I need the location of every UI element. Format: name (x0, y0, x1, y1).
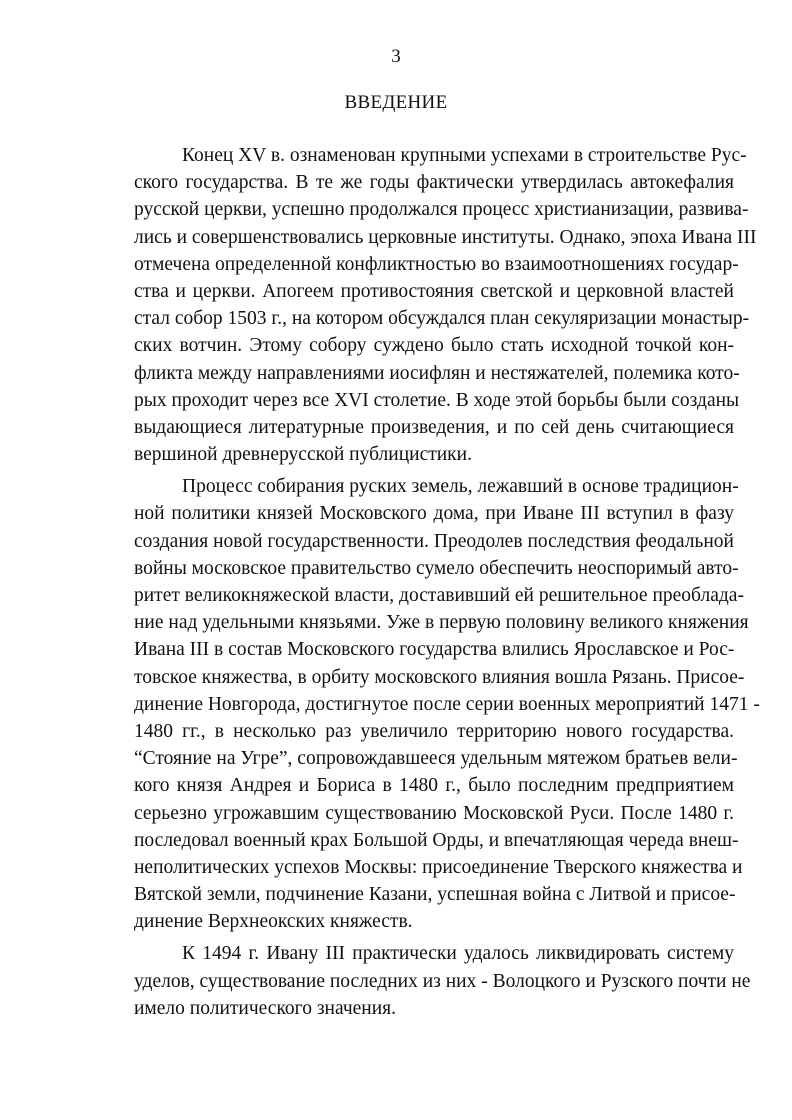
body-text (134, 142, 760, 1022)
paragraph-2 (134, 473, 760, 935)
text-line: динение Новгорода, достигнутое после серии военных мероприятий 1471 - (134, 693, 760, 715)
text-line: “Стояние на Угре”, сопровождавшееся удельным мятежом братьев вели- (134, 748, 738, 770)
text-line: ритет великокняжеской власти, доставивший ей решительное преоблада- (134, 585, 744, 606)
text-line: серьезно угрожавшим существованию Московской Руси. После 1480 г. (134, 802, 734, 824)
text-line: ства и церкви. Апогеем противостояния светской и церковной властей (134, 280, 734, 302)
page-number: 3 (391, 46, 401, 67)
text-line: создания новой государственности. Преодолев последствия феодальной (134, 530, 734, 552)
text-line: Ивана III в состав Московского государства влились Ярославское и Рос- (134, 639, 735, 661)
text-line: товское княжества, в орбиту московского влияния вошла Рязань. Присое- (134, 666, 745, 688)
text-line: ние над удельными князьями. Уже в первую половину великого княжения (134, 612, 749, 634)
text-line: уделов, существование последних из них - Волоцкого и Рузского почти не (134, 970, 751, 992)
text-line: имело политического значения. (134, 997, 397, 1019)
text-line: русской церкви, успешно продолжался процесс христианизации, развива- (134, 199, 749, 221)
text-line: рых проходит через все XVI столетие. В ходе этой борьбы были созданы (134, 389, 740, 411)
text-line: фликта между направлениями иосифлян и нестяжателей, полемика кото- (134, 362, 740, 384)
paragraph-1 (134, 142, 757, 468)
text-line: выдающиеся литературные произведения, и по сей день считающиеся (134, 416, 734, 438)
text-line: Процесс собирания руских земель, лежавший в основе традицион- (182, 476, 739, 498)
text-line: войны московское правительство сумело обеспечить неоспоримый авто- (134, 557, 739, 579)
text-line: динение Верхнеокских княжеств. (134, 911, 413, 933)
section-heading: ВВЕДЕНИЕ (344, 92, 448, 113)
text-line: Вятской земли, подчинение Казани, успешная война с Литвой и присое- (134, 884, 736, 906)
text-line: отмечена определенной конфликтностью во взаимоотношениях государ- (134, 253, 739, 275)
text-line: последовал военный крах Большой Орды, и впечатляющая череда внеш- (134, 829, 739, 851)
text-line: стал собор 1503 г., на котором обсуждался план секуляризации монастыр- (134, 308, 750, 330)
text-line: К 1494 г. Ивану III практически удалось ликвидировать систему (182, 943, 734, 965)
text-line: лись и совершенствовались церковные институты. Однако, эпоха Ивана III (134, 226, 757, 248)
text-line: ной политики князей Московского дома, при Иване III вступил в фазу (134, 503, 734, 525)
text-line: ских вотчин. Этому собору суждено было стать исходной точкой кон- (134, 335, 734, 357)
text-line: 1480 гг., в несколько раз увеличило территорию нового государства. (134, 720, 734, 742)
paragraph-3 (134, 940, 751, 1022)
text-line: кого князя Андрея и Бориса в 1480 г., было последним предприятием (134, 775, 734, 797)
text-line: вершиной древнерусской публицистики. (134, 444, 472, 466)
text-line: Конец XV в. ознаменован крупными успехами в строительстве Рус- (182, 145, 747, 166)
text-line: неполитических успехов Москвы: присоединение Тверского княжества и (134, 856, 743, 878)
text-line: ского государства. В те же годы фактически утвердилась автокефалия (134, 172, 734, 194)
